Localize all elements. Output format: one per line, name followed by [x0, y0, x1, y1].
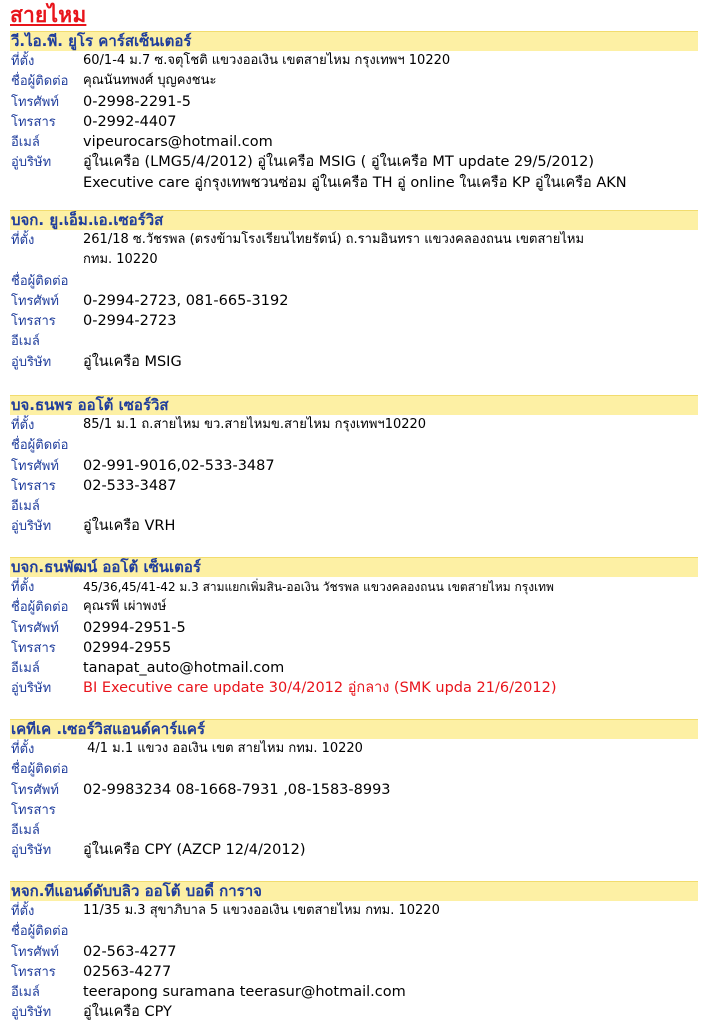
phone-label: โทรศัพท์ [11, 458, 59, 474]
email-row [10, 496, 698, 516]
service-value: อู่ในเครือ CPY [83, 1004, 172, 1021]
email-label: อีเมล์ [11, 334, 40, 350]
address-line: 261/18 ซ.วัชรพล (ตรงข้ามโรงเรียนไทยรัตน์) ถ.รามอินทรา แขวงคลองถนน เขตสายไหม [83, 232, 585, 247]
address-value: 11/35 ม.3 สุขาภิบาล 5 แขวงออเงิน เขตสายไหม กทม. 10220 [83, 903, 440, 918]
address-value [83, 230, 584, 271]
address-row [10, 577, 698, 597]
fax-label: โทรสาร [11, 802, 56, 818]
contact-row [10, 597, 698, 617]
phone-label: โทรศัพท์ [11, 620, 59, 636]
garage-entry [10, 557, 698, 699]
contact-row [10, 71, 698, 91]
service-label: อู่บริษัท [11, 155, 52, 171]
garage-entry [10, 31, 698, 193]
email-value: teerapong suramana teerasur@hotmail.com [83, 984, 406, 1001]
contact-label: ชื่อผู้ติดต่อ [11, 438, 69, 454]
service-value: BI Executive care update 30/4/2012 อู่กลาง (SMK upda 21/6/2012) [83, 680, 557, 697]
email-row [10, 132, 698, 152]
garage-entry [10, 719, 698, 861]
fax-label: โทรสาร [11, 314, 56, 330]
phone-row [10, 92, 698, 112]
fax-value: 02-533-3487 [83, 477, 177, 494]
phone-row [10, 942, 698, 962]
phone-label: โทรศัพท์ [11, 782, 59, 798]
service-label: อู่บริษัท [11, 843, 52, 859]
phone-row [10, 456, 698, 476]
phone-label: โทรศัพท์ [11, 94, 59, 110]
phone-row [10, 618, 698, 638]
fax-row [10, 638, 698, 658]
garage-name: บจ.ธนพร ออโต้ เซอร์วิส [10, 395, 698, 415]
service-label: อู่บริษัท [11, 519, 52, 535]
garage-name: วี.ไอ.พี. ยูโร คาร์สเซ็นเตอร์ [10, 31, 698, 51]
contact-row [10, 435, 698, 455]
email-row [10, 820, 698, 840]
address-label: ที่ตั้ง [11, 904, 35, 919]
service-label: อู่บริษัท [11, 354, 52, 370]
address-value: 60/1-4 ม.7 ซ.จตุโชติ แขวงออเงิน เขตสายไหม กรุงเทพฯ 10220 [83, 53, 451, 68]
email-value: vipeurocars@hotmail.com [83, 134, 273, 151]
email-value: tanapat_auto@hotmail.com [83, 660, 285, 677]
garage-name: บจก. ยู.เอ็ม.เอ.เซอร์วิส [10, 210, 698, 230]
service-row [10, 840, 698, 860]
service-line: Executive care อู่กรุงเทพชวนซ่อม อู่ในเครือ TH อู่ online ในเครือ KP อู่ในเครือ AKN [83, 174, 627, 191]
address-value: 45/36,45/41-42 ม.3 สามแยกเพิ่มสิน-ออเงิน วัชรพล แขวงคลองถนน เขตสายไหม กรุงเทพ [83, 580, 554, 594]
contact-row [10, 271, 698, 291]
contact-label: ชื่อผู้ติดต่อ [11, 762, 69, 778]
fax-row [10, 311, 698, 331]
contact-row [10, 759, 698, 779]
service-value: อู่ในเครือ MSIG [83, 353, 182, 370]
address-label: ที่ตั้ง [11, 418, 35, 433]
fax-value: 0-2992-4407 [83, 113, 177, 130]
phone-value: 02-991-9016,02-533-3487 [83, 457, 275, 474]
garage-name: เคทีเค .เซอร์วิสแอนด์คาร์แคร์ [10, 719, 698, 739]
address-label: ที่ตั้ง [11, 54, 35, 69]
address-label: ที่ตั้ง [11, 580, 35, 595]
service-value: อู่ในเครือ CPY (AZCP 12/4/2012) [83, 842, 306, 859]
district-title: สายไหม [10, 3, 87, 27]
garage-name: บจก.ธนพัฒน์ ออโต้ เซ็นเตอร์ [10, 557, 698, 577]
contact-label: ชื่อผู้ติดต่อ [11, 74, 69, 90]
service-row [10, 1002, 698, 1022]
phone-value: 0-2994-2723, 081-665-3192 [83, 292, 289, 309]
garage-entry [10, 210, 698, 372]
email-label: อีเมล์ [11, 135, 40, 151]
fax-value: 02994-2955 [83, 639, 172, 656]
service-label: อู่บริษัท [11, 1005, 52, 1021]
email-row [10, 658, 698, 678]
fax-row [10, 476, 698, 496]
garage-entry [10, 881, 698, 1023]
email-row [10, 982, 698, 1002]
fax-value: 0-2994-2723 [83, 313, 177, 330]
address-label: ที่ตั้ง [11, 742, 35, 757]
fax-value: 02563-4277 [83, 963, 172, 980]
contact-value: คุณนันทพงศ์ บุญคงชนะ [83, 73, 217, 89]
fax-label: โทรสาร [11, 640, 56, 656]
fax-label: โทรสาร [11, 478, 56, 494]
address-label: ที่ตั้ง [11, 233, 35, 248]
service-row [10, 352, 698, 372]
email-label: อีเมล์ [11, 823, 40, 839]
phone-value: 02-563-4277 [83, 943, 177, 960]
email-label: อีเมล์ [11, 985, 40, 1001]
fax-row [10, 112, 698, 132]
fax-row [10, 962, 698, 982]
phone-row [10, 780, 698, 800]
email-label: อีเมล์ [11, 661, 40, 677]
phone-label: โทรศัพท์ [11, 944, 59, 960]
service-row [10, 516, 698, 536]
address-row [10, 739, 698, 759]
address-value: 85/1 ม.1 ถ.สายไหม ขว.สายไหมข.สายไหม กรุงเทพฯ10220 [83, 417, 427, 432]
address-row [10, 230, 698, 271]
garage-entry [10, 395, 698, 537]
phone-value: 02994-2951-5 [83, 619, 186, 636]
contact-row [10, 921, 698, 941]
phone-value: 0-2998-2291-5 [83, 93, 191, 110]
service-value [83, 152, 627, 193]
contact-label: ชื่อผู้ติดต่อ [11, 600, 69, 616]
contact-label: ชื่อผู้ติดต่อ [11, 273, 69, 289]
service-row [10, 152, 698, 193]
address-row [10, 415, 698, 435]
service-value: อู่ในเครือ VRH [83, 518, 176, 535]
email-label: อีเมล์ [11, 499, 40, 515]
address-line: กทม. 10220 [83, 252, 158, 268]
address-value: 4/1 ม.1 แขวง ออเงิน เขต สายไหม กทม. 10220 [83, 741, 363, 756]
fax-label: โทรสาร [11, 964, 56, 980]
service-row [10, 678, 698, 698]
service-label: อู่บริษัท [11, 681, 52, 697]
fax-label: โทรสาร [11, 114, 56, 130]
address-row [10, 51, 698, 71]
contact-label: ชื่อผู้ติดต่อ [11, 924, 69, 940]
phone-row [10, 291, 698, 311]
garage-name: หจก.ทีแอนด์ดับบลิว ออโต้ บอดี้ การาจ [10, 881, 698, 901]
contact-value: คุณรพี เผ่าพงษ์ [83, 599, 167, 615]
phone-label: โทรศัพท์ [11, 293, 59, 309]
email-row [10, 331, 698, 351]
service-line: อู่ในเครือ (LMG5/4/2012) อู่ในเครือ MSIG ( อู่ในเครือ MT update 29/5/2012) [83, 154, 595, 171]
fax-row [10, 800, 698, 820]
phone-value: 02-9983234 08-1668-7931 ,08-1583-8993 [83, 781, 391, 798]
address-row [10, 901, 698, 921]
